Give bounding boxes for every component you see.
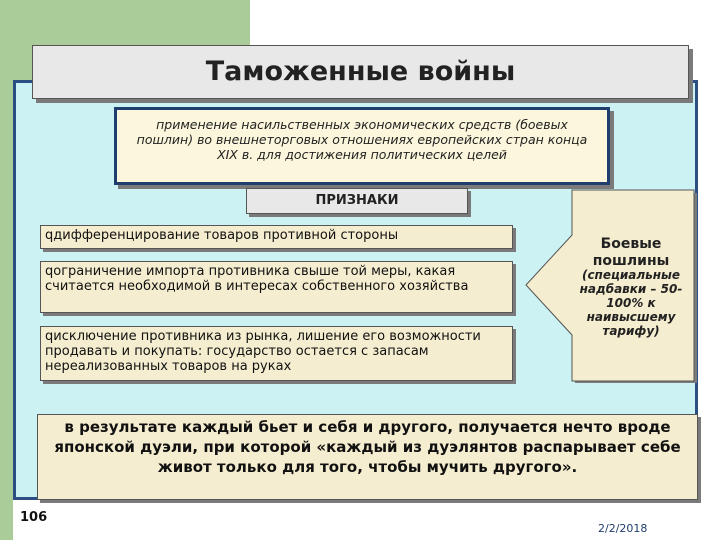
arrow-subtitle: (специальные надбавки – 50-100% к наивысшему тарифу) bbox=[579, 268, 683, 338]
feature-text: исключение противника из рынка, лишение его возможности продавать и покупать: государство остается с запасам нереализованных товаров на руках bbox=[45, 329, 481, 374]
feature-item-3 bbox=[40, 326, 513, 381]
bullet-icon: q bbox=[45, 329, 54, 344]
definition-box: применение насильственных экономических средств (боевых пошлин) во внешнеторговых отношениях европейских стран конца XIX в. для достижения политических целей bbox=[114, 107, 610, 185]
feature-item-2 bbox=[40, 261, 513, 313]
result-box: в результате каждый бьет и себя и другого, получается нечто вроде японской дуэли, при которой «каждый из дуэлянтов распарывает себе живот только для того, чтобы мучить другого». bbox=[37, 414, 698, 500]
feature-text: ограничение импорта противника свыше той меры, какая считается необходимой в интересах собственного хозяйства bbox=[45, 264, 469, 294]
feature-item-1 bbox=[40, 225, 513, 249]
signs-label: ПРИЗНАКИ bbox=[246, 188, 468, 214]
slide-date: 2/2/2018 bbox=[598, 522, 648, 535]
arrow-title: Боевые пошлины bbox=[592, 236, 670, 269]
bullet-icon: q bbox=[45, 228, 54, 243]
page-number: 106 bbox=[20, 510, 48, 525]
decorative-green-stripe bbox=[0, 85, 13, 540]
feature-text: дифференцирование товаров противной стороны bbox=[53, 228, 399, 243]
slide-title: Таможенные войны bbox=[32, 45, 689, 99]
bullet-icon: q bbox=[45, 264, 54, 279]
